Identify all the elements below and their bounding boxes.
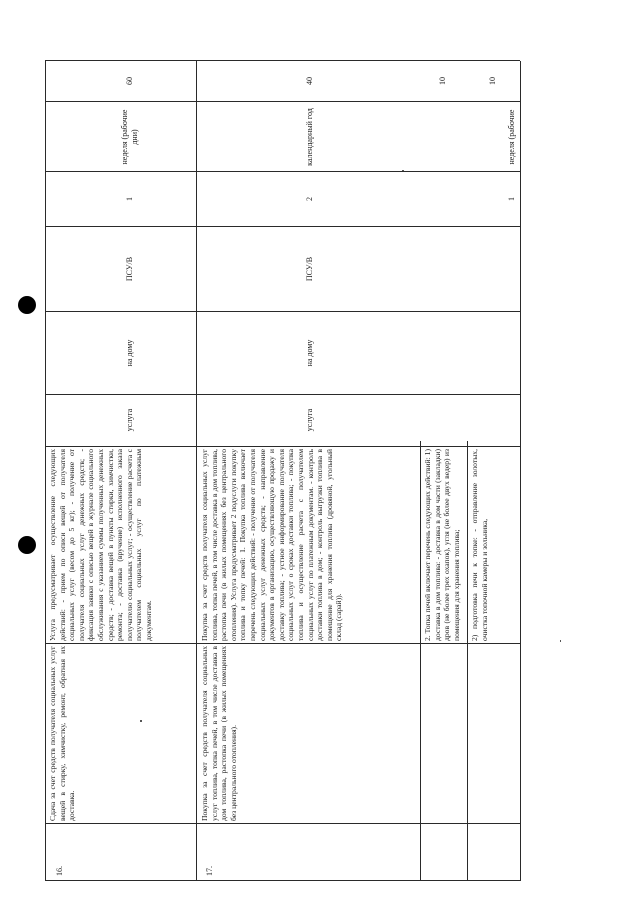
row-16-quantity: 1 <box>125 197 134 201</box>
col-line <box>45 226 520 227</box>
row-16-period: неделя (рабочие дни) <box>120 109 139 165</box>
col-line <box>45 446 520 447</box>
col-line <box>45 394 520 395</box>
table-border-top <box>45 61 46 881</box>
row-16-form: на дому <box>125 339 134 367</box>
row-17-quantity: 2 <box>305 197 314 201</box>
col-line <box>45 880 520 881</box>
row-17-name: Покупка за счет средств получателя социальных услуг топлива, топка печей, в том числе доставка в дом топлива, растопка печи (в жилых помещениях без центрального отопления). <box>200 646 238 821</box>
row-16-number: 16. <box>55 866 64 876</box>
row-16-description: Услуга предусматривает осуществление следующих действий: - прием по описи вещей от получателя социальных услуг (весом до 5 кг); - получение от получателя социальных услуг денежных средств; - фиксация заявки с описью вещей в журнале социального обслуживания с указанием суммы полученных денежных средств; - доставка вещей в пункты стирки, химчистки, ремонта; - доставка (вручение) исполненного заказа получателю социальных услуг; - осуществление расчета с получателем социальных услуг по платежным документам. <box>48 449 153 641</box>
row-17-form: на дому <box>305 339 314 367</box>
punch-hole <box>18 536 36 554</box>
row-17-category: ПСУ/В <box>305 256 314 282</box>
table-row-separator-sub <box>467 441 468 881</box>
scan-speck <box>140 720 142 722</box>
table-border-bottom <box>520 61 521 881</box>
row-17-period: календарный год <box>305 108 314 166</box>
scan-speck <box>560 640 561 642</box>
row-17-quantity-partial: 1 <box>507 197 516 201</box>
row-17-subrow-1-duration: 10 <box>438 77 447 85</box>
col-line <box>45 101 520 102</box>
table-row-separator-sub <box>420 441 421 881</box>
row-16-category: ПСУ/В <box>125 256 134 282</box>
row-17-description: Покупка за счет средств получателя социальных услуг топлива, топка печей, в том числе доставка в дом топлива, растопка печи (в жилых помещениях без центрального отопления). Услуга предусматривает 2 подуслуги покупку топлива и топку печей: 1. Покупка топлива включает перечень следующих действий: - получение от получателя социальных услуг денежных средств; - направление документов в организацию, осуществляющую продажу и доставку топлива; - устное информирование получателя социальных услуг о сроках доставки топлива; - покупка топлива и осуществление расчета с получателем социальных услуг по платежным документам. - контроль доставки топлива в дом; - контроль выгрузки топлива в помещение для хранения топлива (дровяной, угольный склад (сарай)). <box>200 449 344 641</box>
row-17-duration: 40 <box>305 77 314 85</box>
scan-speck <box>402 170 404 171</box>
col-line <box>45 643 520 644</box>
punch-hole <box>18 296 36 314</box>
row-16-duration: 60 <box>125 77 134 85</box>
col-line <box>45 823 520 824</box>
row-17-subrow-1-text: 2. Топка печей включает перечень следующих действий: 1) доставка в дом топлива: - доставка в дом части (закладки) дров (не более трех охапок), угля (не более двух ведер) из помещения для хранения топлива; <box>423 449 461 641</box>
col-line <box>45 60 520 61</box>
col-line <box>45 311 520 312</box>
row-17-unit: услуга <box>305 408 314 432</box>
row-17-period-partial: неделя (рабочие <box>507 109 516 165</box>
row-17-subrow-2-duration: 10 <box>488 77 497 85</box>
col-line <box>45 171 520 172</box>
table-row-separator <box>196 61 197 881</box>
row-16-name: Сдача за счет средств получателя социальных услуг вещей в стирку, химчистку, ремонт, обратная их доставка. <box>48 646 77 821</box>
row-17-number: 17. <box>205 866 214 876</box>
row-16-unit: услуга <box>125 408 134 432</box>
row-17-subrow-2-text: 2) подготовка печи к топке: - отправление золотых, очистка топочной камеры и зольника, <box>470 449 489 641</box>
